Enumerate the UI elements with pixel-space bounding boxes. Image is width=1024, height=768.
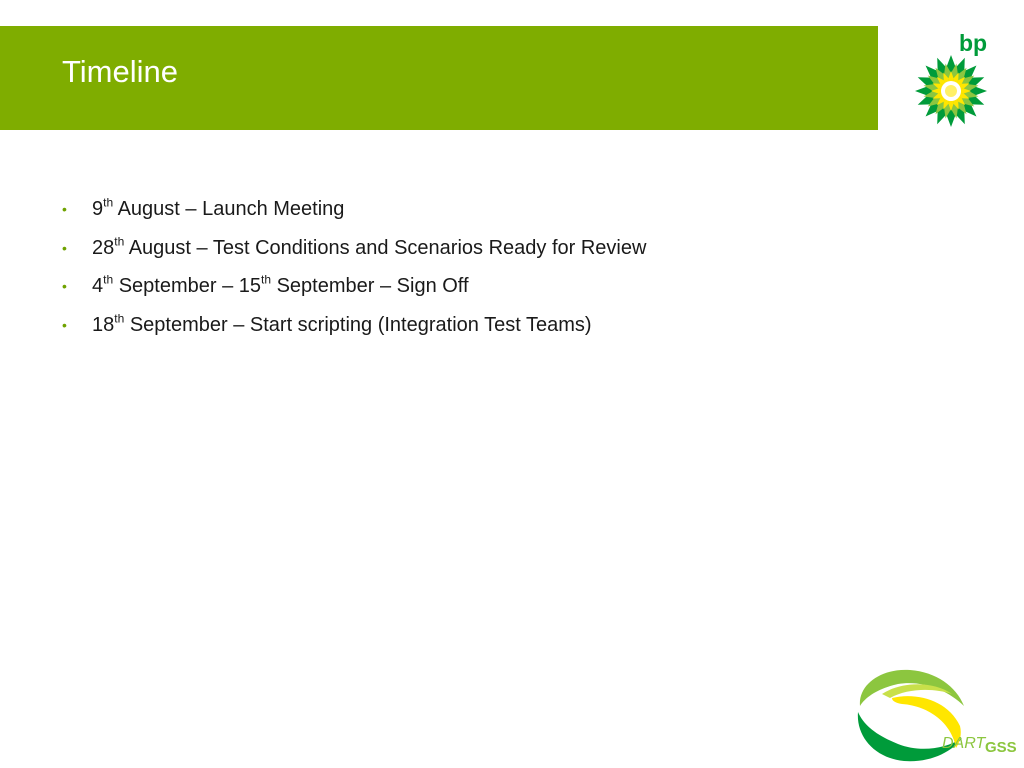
bullet-date-number: 18 <box>92 313 115 336</box>
bullet-text: September – 15 <box>113 275 262 297</box>
list-item <box>62 310 646 340</box>
bullet-marker: • <box>62 278 67 294</box>
bullet-date-number: 28 <box>92 236 115 259</box>
list-item <box>62 194 646 224</box>
helios-core-center <box>945 85 957 97</box>
bullet-text: September – Sign Off <box>271 275 469 297</box>
bullet-list <box>62 194 646 348</box>
bullet-text: August – Launch Meeting <box>113 198 345 220</box>
ordinal-suffix: th <box>261 272 272 287</box>
list-item <box>62 233 646 263</box>
bullet-date-number: 9 <box>92 198 104 220</box>
ordinal-suffix: th <box>103 272 114 287</box>
logo-text-dart: DART <box>942 735 986 752</box>
ordinal-suffix: th <box>114 311 125 326</box>
bullet-marker: • <box>62 201 67 217</box>
bullet-marker: • <box>62 316 67 333</box>
bp-helios-logo-icon <box>905 30 1001 130</box>
bullet-text: September – Start scripting (Integration Test Teams) <box>124 313 592 336</box>
ordinal-suffix: th <box>114 234 125 249</box>
bullet-marker: • <box>62 239 67 256</box>
bp-logo-text: bp <box>958 30 988 56</box>
list-item <box>62 271 646 301</box>
ordinal-suffix: th <box>103 195 114 210</box>
bullet-date-number: 4 <box>92 275 104 297</box>
dart-gss-swoosh-logo-icon <box>852 664 1022 764</box>
logo-text-gss: GSS <box>985 739 1017 756</box>
slide-title: Timeline <box>62 54 178 89</box>
bullet-text: August – Test Conditions and Scenarios Ready for Review <box>124 236 647 259</box>
